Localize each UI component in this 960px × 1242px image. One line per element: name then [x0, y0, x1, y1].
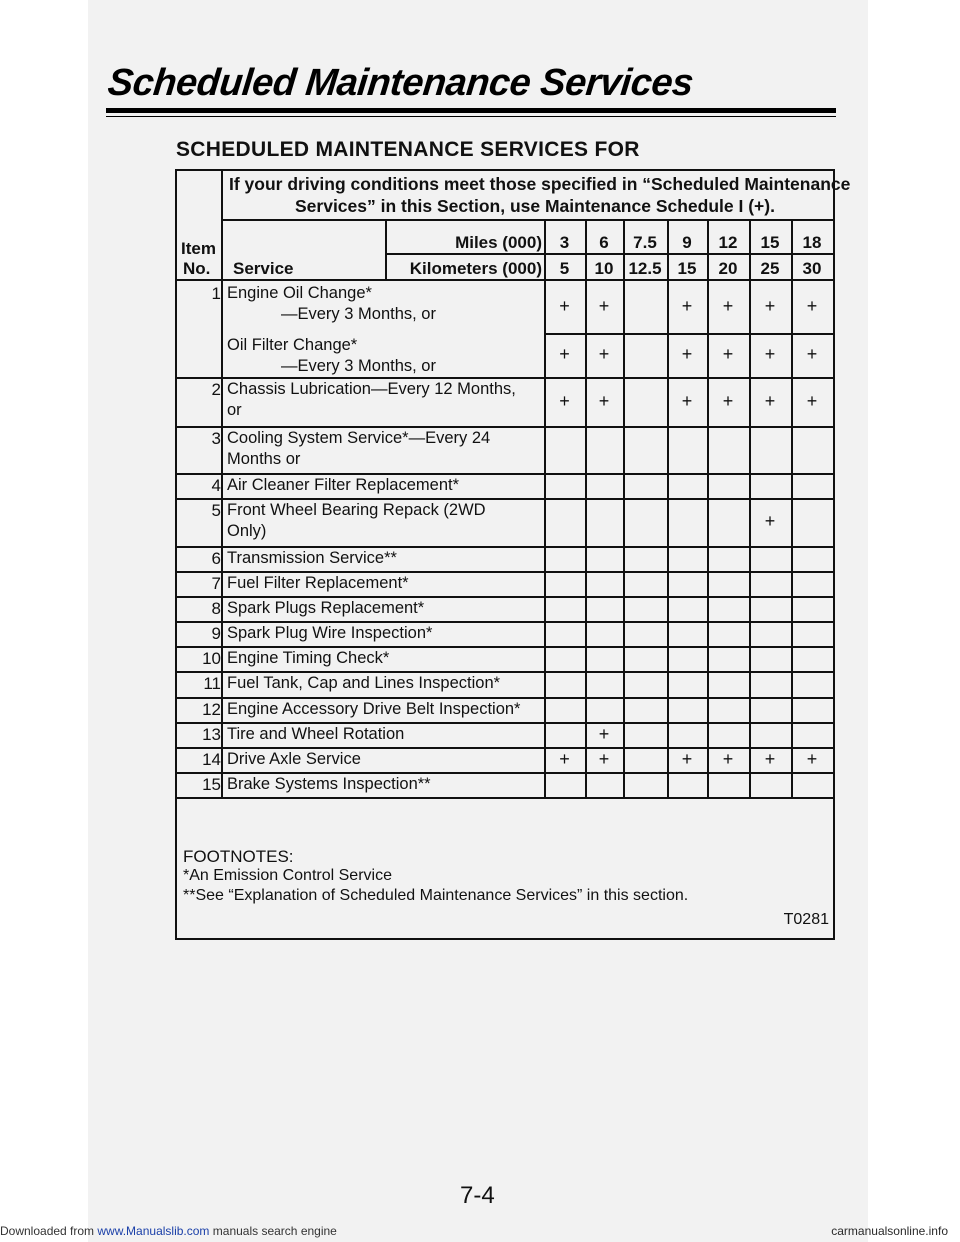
item-number: 4	[211, 476, 221, 495]
kilometers-5: 25	[760, 259, 780, 278]
intro-line-1: If your driving conditions meet those specified in “Scheduled Maintenance	[229, 174, 851, 194]
header-bottom-rule	[177, 279, 835, 281]
schedule-mark: +	[559, 748, 570, 769]
service-text: Spark Plug Wire Inspection*	[227, 624, 433, 642]
page-header-title: Scheduled Maintenance Services	[105, 62, 696, 104]
kilometers-1: 10	[594, 259, 614, 278]
schedule-mark: +	[806, 344, 818, 364]
row-rule	[177, 571, 835, 573]
miles-5: 15	[760, 233, 780, 252]
schedule-mark: +	[559, 296, 570, 316]
footnote-emission: *An Emission Control Service	[183, 867, 392, 884]
service-text: —Every 3 Months, or	[281, 305, 436, 323]
section-title: SCHEDULED MAINTENANCE SERVICES FOR	[176, 138, 640, 161]
row-rule	[177, 377, 835, 379]
schedule-mark: +	[598, 748, 610, 769]
item-number: 2	[211, 380, 221, 399]
service-text: Fuel Filter Replacement*	[227, 574, 409, 592]
row-rule	[177, 747, 835, 749]
schedule-mark: +	[722, 748, 734, 769]
miles-label: Miles (000)	[455, 233, 542, 252]
schedule-mark: +	[806, 296, 818, 316]
maintenance-schedule-table	[175, 169, 851, 940]
schedule-mark: +	[764, 748, 776, 769]
schedule-mark: +	[722, 390, 734, 411]
schedule-mark: +	[806, 390, 818, 411]
miles-0: 3	[559, 233, 570, 252]
label-col-rule	[385, 221, 387, 281]
miles-km-rule	[385, 253, 835, 255]
miles-1: 6	[599, 233, 609, 252]
service-text: Fuel Tank, Cap and Lines Inspection*	[227, 674, 501, 692]
interval-col-rule	[623, 221, 625, 797]
row-rule	[177, 772, 835, 774]
interval-col-rule	[791, 221, 793, 797]
schedule-mark: +	[764, 344, 776, 364]
item-header-no: No.	[183, 259, 211, 278]
item-number: 1	[211, 284, 221, 303]
item-number: 7	[211, 574, 221, 593]
service-text: Months or	[227, 450, 301, 468]
kilometers-6: 30	[802, 259, 822, 278]
row-rule	[177, 498, 835, 500]
item-number: 14	[202, 750, 221, 769]
schedule-mark: +	[559, 390, 570, 411]
miles-3: 9	[682, 233, 692, 252]
item-number: 8	[211, 599, 221, 618]
footnotes-title: FOOTNOTES:	[183, 847, 294, 866]
interval-col-rule	[544, 221, 546, 797]
schedule-mark: +	[764, 511, 776, 531]
kilometers-0: 5	[559, 259, 570, 278]
kilometers-4: 20	[718, 259, 738, 278]
miles-2: 7.5	[633, 233, 657, 252]
schedule-mark: +	[598, 390, 610, 411]
schedule-mark: +	[598, 296, 610, 316]
service-text: or	[227, 401, 242, 419]
watermark: carmanualsonline.info	[831, 1224, 948, 1238]
row-rule	[177, 671, 835, 673]
service-text: Drive Axle Service	[227, 750, 361, 768]
service-text: Engine Accessory Drive Belt Inspection*	[227, 700, 521, 718]
schedule-mark: +	[681, 390, 693, 411]
service-text: Transmission Service**	[227, 549, 397, 567]
schedule-mark: +	[681, 296, 693, 316]
table-code: T0281	[783, 911, 829, 928]
interval-col-rule	[707, 221, 709, 797]
item-col-rule	[221, 219, 223, 797]
interval-col-rule	[749, 221, 751, 797]
schedule-mark: +	[559, 344, 570, 364]
item-number: 10	[202, 649, 221, 668]
item-header-item: Item	[181, 239, 216, 258]
miles-6: 18	[802, 233, 822, 252]
row-rule	[177, 621, 835, 623]
item-number: 15	[202, 775, 221, 794]
service-text: Front Wheel Bearing Repack (2WD	[227, 501, 486, 519]
row-rule	[544, 333, 835, 335]
service-text: Engine Oil Change*	[227, 284, 372, 302]
service-text: Oil Filter Change*	[227, 336, 358, 354]
download-link[interactable]: www.Manualslib.com	[97, 1224, 210, 1238]
miles-4: 12	[718, 233, 738, 252]
header-rule-thin	[106, 116, 836, 117]
service-text: Chassis Lubrication—Every 12 Months,	[227, 380, 516, 398]
item-number: 9	[211, 624, 221, 643]
intro-line-2: Services” in this Section, use Maintenance Schedule I (+).	[295, 196, 775, 216]
schedule-mark: +	[764, 390, 776, 411]
service-text: Engine Timing Check*	[227, 649, 390, 667]
row-rule	[177, 722, 835, 724]
row-rule	[177, 646, 835, 648]
download-notice	[0, 1224, 337, 1238]
schedule-mark: +	[722, 296, 734, 316]
schedule-mark: +	[722, 344, 734, 364]
intro-rule	[223, 219, 835, 221]
service-text: Spark Plugs Replacement*	[227, 599, 425, 617]
interval-col-rule	[667, 221, 669, 797]
row-rule	[177, 473, 835, 475]
header-rule	[106, 108, 836, 113]
interval-col-rule	[585, 221, 587, 797]
item-number: 11	[203, 674, 221, 693]
service-text: Cooling System Service*—Every 24	[227, 429, 491, 447]
kilometers-label: Kilometers (000)	[409, 259, 542, 278]
row-rule	[177, 797, 835, 799]
download-suffix: manuals search engine	[209, 1224, 337, 1238]
row-rule	[177, 697, 835, 699]
service-text: Air Cleaner Filter Replacement*	[227, 476, 460, 494]
service-header: Service	[233, 259, 294, 278]
footnote-explanation: **See “Explanation of Scheduled Maintenance Services” in this section.	[183, 887, 689, 904]
item-number: 6	[211, 549, 221, 568]
service-text: Tire and Wheel Rotation	[227, 725, 405, 743]
schedule-mark: +	[598, 723, 610, 744]
item-number: 3	[211, 429, 221, 448]
item-number: 5	[211, 501, 221, 520]
schedule-mark: +	[806, 748, 818, 769]
item-col-top	[221, 171, 223, 219]
schedule-mark: +	[681, 344, 693, 364]
row-rule	[177, 546, 835, 548]
schedule-mark: +	[598, 344, 610, 364]
row-rule	[177, 426, 835, 428]
download-prefix: Downloaded from	[0, 1224, 98, 1238]
page-number: 7-4	[460, 1182, 495, 1209]
schedule-mark: +	[764, 296, 776, 316]
item-number: 13	[202, 725, 221, 744]
schedule-mark: +	[681, 748, 693, 769]
item-number: 12	[202, 700, 221, 719]
kilometers-3: 15	[677, 259, 697, 278]
service-text: Brake Systems Inspection**	[227, 775, 431, 793]
service-text: —Every 3 Months, or	[281, 357, 436, 375]
service-text: Only)	[227, 522, 267, 540]
kilometers-2: 12.5	[628, 259, 662, 278]
row-rule	[177, 596, 835, 598]
